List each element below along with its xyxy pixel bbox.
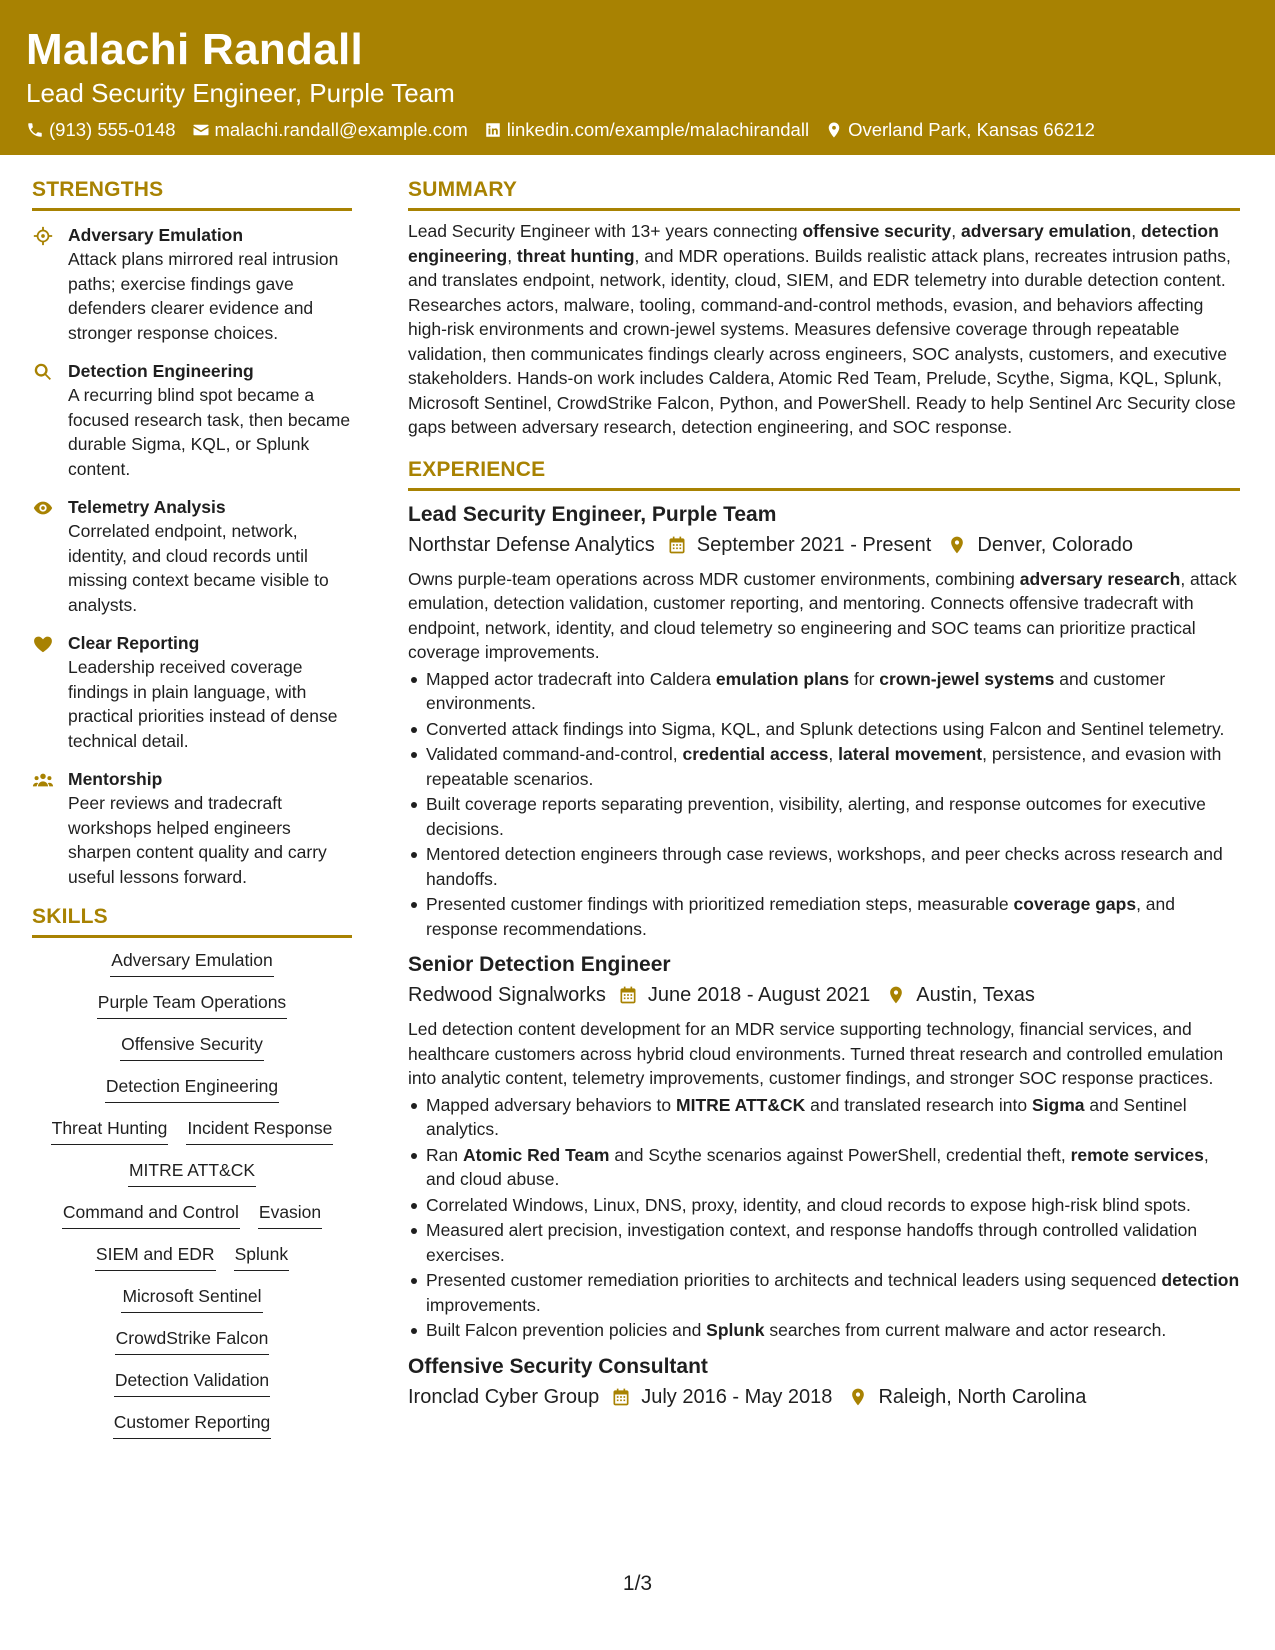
bold-text: lateral movement: [838, 744, 983, 764]
text-run: , persistence, and evasion with repeatable scenarios.: [426, 744, 1222, 789]
eye-icon: [32, 497, 54, 519]
text-run: Built Falcon prevention policies and: [426, 1320, 707, 1340]
skills-list: [32, 948, 352, 1452]
skill-row: [86, 1242, 298, 1271]
skill-tag: Adversary Emulation: [110, 948, 273, 977]
skill-row: [106, 1326, 279, 1355]
phone-icon: [26, 121, 44, 139]
text-run: , and response recommendations.: [426, 894, 1176, 939]
candidate-role: Lead Security Engineer, Purple Team: [26, 78, 455, 108]
bold-text: crown-jewel systems: [879, 668, 1055, 689]
skill-row: [101, 948, 282, 977]
strength-title: Clear Reporting: [68, 633, 200, 653]
contact-phone: [26, 118, 176, 142]
crosshair-icon: [32, 225, 54, 247]
page-number: 1/3: [622, 1572, 653, 1595]
strength-item: [32, 359, 352, 481]
bold-text: offensive security: [802, 221, 952, 241]
text-run: for: [849, 668, 880, 689]
skill-tag: Command and Control: [62, 1200, 240, 1229]
text-run: Correlated Windows, Linux, DNS, proxy, identity, and cloud records to expose high-risk blind spots.: [426, 1194, 1191, 1215]
text-run: Presented customer findings with prioritized remediation steps, measurable: [426, 894, 1014, 914]
skill-row: [105, 1368, 279, 1397]
list-item: [408, 892, 1240, 941]
skill-row: [111, 1032, 273, 1061]
strength-item: [32, 223, 352, 345]
job-meta: [408, 531, 1240, 559]
calendar-icon: [667, 535, 687, 555]
linkedin-text: linkedin.com/example/malachirandall: [506, 119, 810, 140]
text-run: ,: [507, 245, 517, 266]
job-location: Austin, Texas: [916, 984, 1035, 1006]
text-run: Built coverage reports separating prevention, visibility, alerting, and response outcomes for executive decisions.: [426, 794, 1206, 839]
job-title: Senior Detection Engineer: [408, 953, 671, 976]
experience-heading: EXPERIENCE: [408, 456, 1240, 491]
contact-location: [825, 118, 1095, 142]
skill-row: [112, 1284, 271, 1313]
bold-text: detection: [1161, 1270, 1240, 1290]
bold-text: MITRE ATT&CK: [676, 1094, 806, 1115]
text-run: ,: [951, 221, 962, 241]
heart-icon: [32, 633, 54, 655]
job-entry: [408, 1353, 1240, 1411]
text-run: and Scythe scenarios against PowerShell, credential theft,: [609, 1144, 1071, 1165]
contact-linkedin[interactable]: [484, 118, 809, 142]
skill-tag: Purple Team Operations: [97, 990, 287, 1019]
calendar-icon: [611, 1387, 631, 1407]
bold-text: adversary emulation: [961, 221, 1132, 241]
map-pin-icon: [848, 1387, 868, 1407]
skill-tag: Threat Hunting: [51, 1116, 169, 1145]
skill-tag: Detection Engineering: [105, 1074, 279, 1103]
skill-row: [104, 1410, 281, 1439]
experience-list: [408, 501, 1240, 1411]
list-item: [408, 1193, 1240, 1218]
job-description: [408, 1017, 1240, 1091]
bold-text: emulation plans: [715, 668, 850, 689]
list-item: [408, 667, 1240, 716]
skill-row: [88, 990, 296, 1019]
job-title: Offensive Security Consultant: [408, 1354, 708, 1378]
job-location: Raleigh, North Carolina: [878, 1385, 1087, 1408]
text-run: and customer environments.: [426, 668, 1166, 713]
text-run: Lead Security Engineer with 13+ years connecting: [408, 221, 803, 241]
skill-tag: Incident Response: [186, 1116, 333, 1145]
calendar-icon: [618, 985, 638, 1005]
list-item: [408, 792, 1240, 841]
list-item: [408, 742, 1240, 791]
search-icon: [32, 361, 54, 383]
strength-title: Mentorship: [68, 769, 163, 789]
email-text: malachi.randall@example.com: [214, 119, 468, 140]
strength-item: [32, 495, 352, 617]
strengths-list: [32, 223, 352, 889]
text-run: Mapped adversary behaviors to: [426, 1094, 676, 1115]
strength-title: Detection Engineering: [68, 361, 254, 381]
text-run: ,: [1131, 221, 1141, 241]
text-run: Owns purple-team operations across MDR customer environments, combining: [408, 568, 1020, 589]
location-text: Overland Park, Kansas 66212: [848, 119, 1095, 140]
skill-tag: Evasion: [258, 1200, 322, 1229]
job-dates: June 2018 - August 2021: [647, 984, 871, 1006]
list-item: [408, 1268, 1240, 1317]
contact-row: [26, 118, 1249, 142]
map-pin-icon: [825, 121, 843, 139]
list-item: [408, 1093, 1240, 1142]
text-run: and translated research into: [805, 1094, 1032, 1115]
text-run: , and MDR operations. Builds realistic attack plans, recreates intrusion paths, and translates endpoint, network, identity, cloud, SIEM, and EDR telemetry into durable detection content. Researches actors, malware, tooling, command-and-control methods, evasion, and behaviors affecting high-risk environments and crown-jewel systems. Measures defensive coverage through repeatable validation, then communicates findings clearly across engineers, SOC analysts, customers, and executive stakeholders. Hands-on work includes Caldera, Atomic Red Team, Prelude, Scythe, Sigma, KQL, Splunk, Microsoft Sentinel, CrowdStrike Falcon, Python, and PowerShell. Ready to help Sentinel Arc Security close gaps between adversary research, detection engineering, and SOC response.: [408, 245, 1236, 437]
contact-email[interactable]: [192, 118, 468, 142]
users-icon: [32, 769, 54, 791]
job-bullets: [408, 667, 1240, 942]
candidate-name: Malachi Randall: [26, 25, 364, 74]
text-run: Presented customer remediation priorities to architects and technical leaders using sequenced: [426, 1270, 1162, 1290]
job-company: Northstar Defense Analytics: [408, 533, 655, 556]
text-run: Converted attack findings into Sigma, KQL, and Splunk detections using Falcon and Sentinel telemetry.: [426, 718, 1225, 739]
job-company: Redwood Signalworks: [408, 984, 606, 1006]
skill-row: [119, 1158, 265, 1187]
phone-text: (913) 555-0148: [49, 119, 176, 140]
bold-text: adversary research: [1019, 568, 1181, 589]
text-run: Led detection content development for an MDR service supporting technology, financial services, and healthcare customers across hybrid cloud environments. Turned threat research and controlled emulation into analytic content, telemetry improvements, customer findings, and stronger SOC response practices.: [408, 1019, 1224, 1088]
skill-tag: Splunk: [234, 1242, 290, 1271]
job-bullets: [408, 1093, 1240, 1343]
skill-tag: MITRE ATT&CK: [128, 1158, 256, 1187]
list-item: [408, 842, 1240, 891]
text-run: searches from current malware and actor research.: [764, 1320, 1167, 1340]
skill-row: [96, 1074, 288, 1103]
skill-tag: Microsoft Sentinel: [121, 1284, 262, 1313]
bold-text: Sigma: [1031, 1094, 1085, 1115]
strength-item: [32, 631, 352, 753]
bold-text: credential access: [682, 744, 829, 764]
skill-tag: Detection Validation: [114, 1368, 270, 1397]
list-item: [408, 1218, 1240, 1267]
strength-desc: Peer reviews and tradecraft workshops helped engineers sharpen content quality and carry useful lessons forward.: [68, 793, 327, 887]
text-run: and Sentinel analytics.: [426, 1094, 1187, 1139]
skill-tag: SIEM and EDR: [95, 1242, 216, 1271]
job-entry: [408, 501, 1240, 942]
strength-desc: Correlated endpoint, network, identity, and cloud records until missing context became visible to analysts.: [68, 521, 329, 615]
right-column: [408, 176, 1240, 1411]
text-run: Mapped actor tradecraft into Caldera: [426, 668, 716, 689]
job-dates: September 2021 - Present: [696, 533, 932, 556]
text-run: improvements.: [426, 1294, 541, 1315]
strength-desc: Attack plans mirrored real intrusion paths; exercise findings gave defenders clearer evidence and stronger response choices.: [68, 249, 339, 343]
list-item: [408, 1143, 1240, 1192]
text-run: ,: [828, 744, 839, 764]
list-item: [408, 1318, 1240, 1343]
linkedin-icon: [484, 121, 502, 139]
skill-row: [53, 1200, 331, 1229]
bold-text: detection engineering: [408, 221, 1219, 266]
bold-text: Atomic Red Team: [462, 1144, 610, 1165]
summary-text: [408, 219, 1240, 440]
skill-tag: CrowdStrike Falcon: [115, 1326, 270, 1355]
skill-row: [42, 1116, 343, 1145]
text-run: Measured alert precision, investigation context, and response handoffs through controlled validation exercises.: [426, 1220, 1198, 1265]
bold-text: remote services: [1070, 1144, 1204, 1165]
map-pin-icon: [886, 985, 906, 1005]
text-run: , and cloud abuse.: [426, 1144, 1209, 1189]
strengths-heading: STRENGTHS: [32, 176, 352, 211]
text-run: , attack emulation, detection validation, customer reporting, and mentoring. Connects offensive tradecraft with endpoint, network, identity, and cloud telemetry so engineering and SOC teams can prioritize practical coverage improvements.: [408, 568, 1237, 662]
job-company: Ironclad Cyber Group: [408, 1385, 600, 1408]
job-entry: [408, 951, 1240, 1343]
strength-title: Telemetry Analysis: [68, 497, 226, 517]
bold-text: threat hunting: [516, 245, 635, 266]
job-description: [408, 567, 1240, 665]
bold-text: Splunk: [706, 1320, 765, 1340]
text-run: Ran: [426, 1144, 463, 1165]
skill-tag: Customer Reporting: [113, 1410, 272, 1439]
job-dates: July 2016 - May 2018: [641, 1385, 833, 1408]
list-item: [408, 717, 1240, 742]
job-location: Denver, Colorado: [977, 533, 1134, 556]
job-meta: [408, 1383, 1240, 1411]
skill-tag: Offensive Security: [120, 1032, 264, 1061]
summary-heading: SUMMARY: [408, 176, 1240, 211]
strength-desc: A recurring blind spot became a focused research task, then became durable Sigma, KQL, or Splunk content.: [68, 385, 351, 479]
text-run: Validated command-and-control,: [426, 744, 683, 764]
resume-header: [0, 0, 1275, 155]
skills-heading: SKILLS: [32, 903, 352, 938]
strength-desc: Leadership received coverage findings in plain language, with practical priorities instead of dense technical detail.: [68, 657, 338, 751]
envelope-icon: [192, 121, 210, 139]
strength-title: Adversary Emulation: [68, 225, 244, 245]
left-column: [32, 176, 352, 1452]
bold-text: coverage gaps: [1013, 894, 1137, 914]
job-title: Lead Security Engineer, Purple Team: [408, 502, 777, 526]
job-meta: [408, 981, 1240, 1009]
text-run: Mentored detection engineers through case reviews, workshops, and peer checks across research and handoffs.: [426, 844, 1223, 889]
strength-item: [32, 767, 352, 889]
map-pin-icon: [947, 535, 967, 555]
